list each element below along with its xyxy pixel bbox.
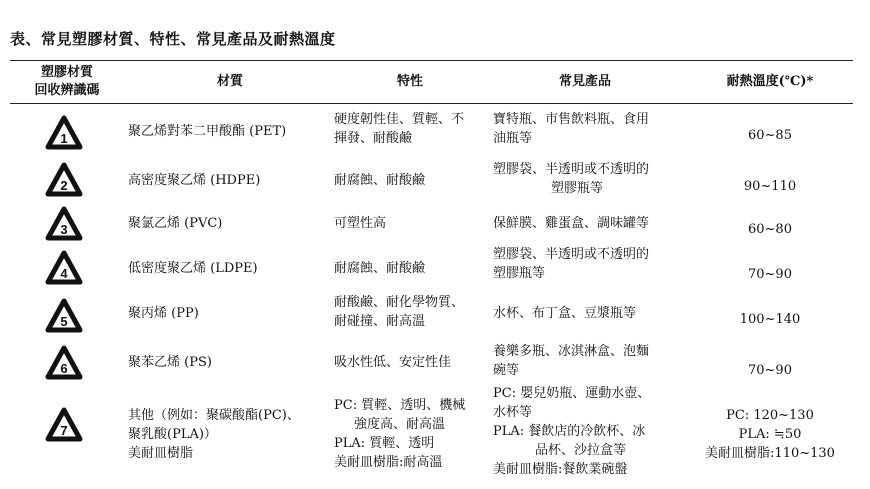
material-cell: 其他（例如：聚碳酸酯(PC)、 聚乳酸(PLA)） 美耐皿樹脂	[128, 408, 300, 461]
table-title: 表、常見塑膠材質、特性、常見產品及耐熱溫度	[10, 30, 336, 48]
property-cell: 吸水性低、安定性佳	[334, 354, 452, 370]
table-row	[0, 340, 870, 388]
table-header-rule	[10, 103, 853, 104]
property-cell: PC: 質輕、透明、機械 強度高、耐高溫 PLA: 質輕、透明 美耐皿樹脂:耐高溫	[334, 398, 466, 470]
header-code-line2: 回收辨識碼	[34, 83, 100, 98]
header-products: 常見產品	[558, 74, 611, 89]
property-cell: 硬度韌性佳、質輕、不 揮發、耐酸鹼	[334, 112, 465, 146]
svg-text:2: 2	[60, 178, 68, 193]
property-cell: 耐酸鹼、耐化學物質、 耐碰撞、耐高溫	[334, 295, 465, 329]
products-cell: 水杯、布丁盒、豆漿瓶等	[493, 305, 637, 321]
svg-text:4: 4	[60, 266, 68, 281]
svg-text:6: 6	[60, 361, 68, 376]
material-cell: 聚氯乙烯 (PVC)	[128, 215, 223, 231]
svg-text:5: 5	[60, 314, 68, 329]
recycling-code-2-icon	[44, 161, 84, 201]
recycling-code-4-icon	[44, 249, 84, 289]
recycling-code-7-icon	[44, 406, 84, 446]
recycling-code-number: 1	[60, 131, 68, 146]
products-cell: PC: 嬰兒奶瓶、運動水壺、 水杯等 PLA: 餐飲店的冷飲杯、冰 品杯、沙拉盒等 美耐皿樹脂:餐飲業碗盤	[493, 386, 651, 477]
heat-cell: PC: 120~130 PLA: ≒50 美耐皿樹脂:110~130	[705, 408, 835, 461]
recycling-code-3-icon	[44, 205, 84, 245]
header-property: 特性	[396, 74, 423, 89]
products-cell: 養樂多瓶、冰淇淋盒、泡麵 碗等	[493, 344, 650, 378]
header-heat: 耐熱溫度(℃)*	[726, 74, 814, 89]
header-material: 材質	[216, 74, 243, 89]
table-row	[0, 388, 870, 488]
table-top-rule	[10, 60, 853, 61]
svg-text:3: 3	[60, 222, 68, 237]
recycling-code-6-icon	[44, 344, 84, 384]
heat-cell: 100~140	[739, 311, 801, 327]
heat-cell: 70~90	[748, 266, 792, 282]
header-code-line1: 塑膠材質	[40, 65, 93, 80]
recycling-code-1-icon	[44, 114, 84, 154]
table-row	[0, 245, 870, 291]
products-cell: 寶特瓶、市售飲料瓶、食用 油瓶等	[493, 112, 650, 146]
table-row	[0, 158, 870, 202]
products-cell: 塑膠袋、半透明或不透明的 塑膠瓶等	[493, 247, 650, 281]
heat-cell: 90~110	[743, 178, 797, 194]
heat-cell: 60~80	[748, 221, 792, 237]
material-cell: 聚丙烯 (PP)	[128, 305, 199, 321]
property-cell: 可塑性高	[334, 215, 387, 231]
header-recycling-code	[22, 62, 112, 102]
property-cell: 耐腐蝕、耐酸鹼	[334, 260, 426, 276]
recycling-code-5-icon	[44, 297, 84, 337]
material-cell: 低密度聚乙烯 (LDPE)	[128, 260, 258, 276]
heat-cell: 60~85	[748, 127, 792, 143]
table-row	[0, 203, 870, 243]
table-row	[0, 108, 870, 154]
heat-cell: 70~90	[748, 362, 792, 378]
svg-text:7: 7	[60, 423, 68, 438]
material-cell: 高密度聚乙烯 (HDPE)	[128, 172, 261, 188]
products-cell: 塑膠袋、半透明或不透明的 塑膠瓶等	[493, 162, 650, 196]
table-row	[0, 293, 870, 339]
material-cell: 聚乙烯對苯二甲酸酯 (PET)	[128, 123, 287, 139]
material-cell: 聚苯乙烯 (PS)	[128, 354, 212, 370]
property-cell: 耐腐蝕、耐酸鹼	[334, 172, 426, 188]
products-cell: 保鮮膜、雞蛋盒、調味罐等	[493, 215, 650, 231]
